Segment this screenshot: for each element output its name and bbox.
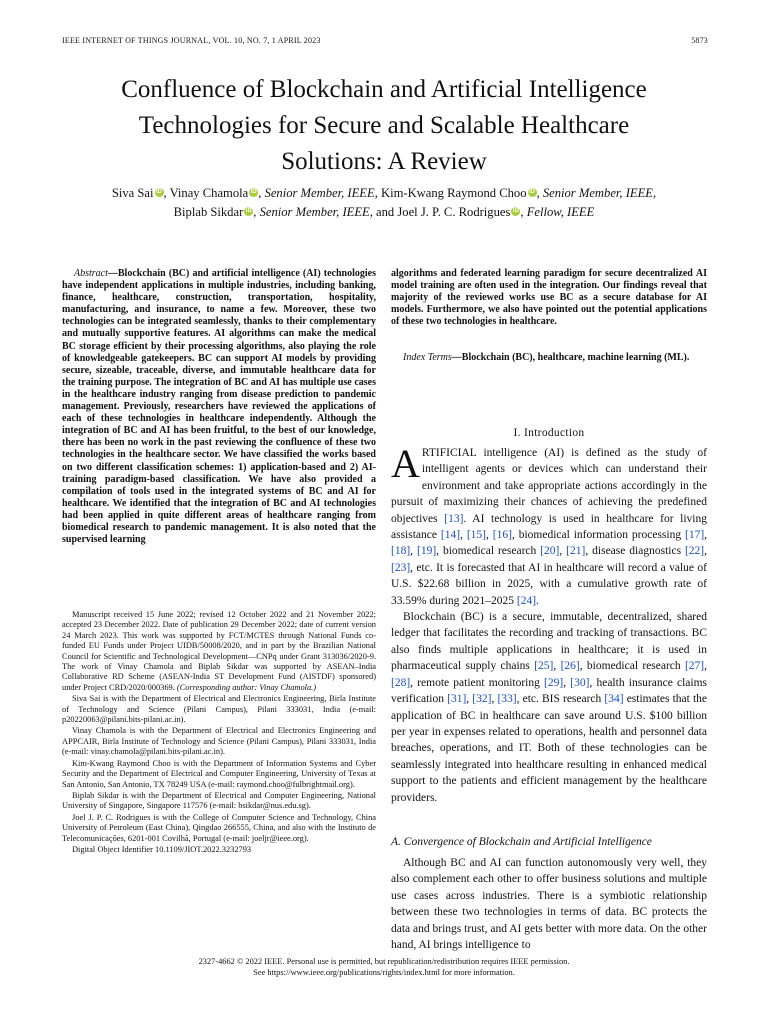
text-run: . AI technology is used in healthcare for living assistance	[391, 512, 708, 542]
citation-link[interactable]: [31]	[447, 693, 467, 706]
text-run: , health insurance claims verification	[391, 676, 707, 706]
footnotes	[62, 610, 376, 856]
page-number: 5873	[691, 36, 708, 45]
text-run: Blockchain (BC) is a secure, immutable, decentralized, shared ledger that facilitates the recording and tracking of transactions. BC also finds multiple applications in healthcare; it is used in pharmaceutical supply chains	[391, 611, 707, 673]
index-terms-text: Blockchain (BC), healthcare, machine learning (ML).	[461, 352, 690, 363]
orcid-icon[interactable]: iD	[245, 208, 252, 214]
paragraph	[391, 609, 707, 806]
text-run: ,	[491, 693, 498, 706]
footnote-affiliation: Joel J. P. C. Rodrigues is with the College of Computer Science and Technology, China University of Petroleum (East China), Qingdao 266555, China, and also with the Instituto de Telecomunicações, 6201-001 Covilhã, Portugal (e-mail: joeljr@ieee.org).	[62, 812, 376, 843]
citation-link[interactable]: [26]	[560, 660, 580, 673]
text-run: ,	[460, 529, 467, 542]
author-sikdar: Biplab Sikdar	[173, 205, 244, 219]
citation-link[interactable]: [21]	[566, 545, 586, 558]
text-run: , disease diagnostics	[585, 545, 685, 558]
text-run: .	[536, 594, 539, 607]
orcid-icon[interactable]: iD	[512, 208, 519, 214]
citation-link[interactable]: [30]	[570, 676, 590, 689]
citation-link[interactable]: [16]	[492, 529, 512, 542]
text-run: Manuscript received 15 June 2022; revised 12 October 2022 and 21 November 2022; accepted 23 December 2022. Date of publication 29 December 2022; date of current version 24 March 2023. This work was supported by FCT/MCTES through National Funds co-funded EU Funds under Project UIDB/50008/2020, and in part by the Brazilian National Council for Scientific and Technological Development—CNPq under Grant 313036/2020-9. The work of Vinay Chamola and Biplab Sikdar was supported by ASEAN–India Collaborative RD Scheme (ASEAN-India ST Development Fund (AISTDF) sponsored) under Project CRD/2020/000369.	[62, 610, 376, 692]
citation-link[interactable]: [22]	[684, 545, 705, 558]
subsection-heading: A. Convergence of Blockchain and Artificial Intelligence	[391, 836, 652, 848]
footnote-manuscript	[62, 610, 376, 693]
text-run: ,	[704, 660, 707, 673]
abstract-text-left: Blockchain (BC) and artificial intelligence (AI) technologies have independent applications in multiple industries, including banking, finance, healthcare, construction, transportation, hospitality, manufacturing, and insurance, to name a few. Moreover, these two technologies can be integrated seamlessly, thanks to their complementary and mutually supportive features. AI algorithms can make the medical BC storage efficient by their processing algorithms, also playing the role of knowledgeable gatekeepers. BC can support AI models by providing secure, sizeable, traceable, diverse, and immutable healthcare data for the training purpose. The integration of BC and AI has multiple use cases in the healthcare industry ranging from disease prediction to pandemic management. Previously, researchers have reviewed the applications of each of these technologies in healthcare independently. Although the integration of BC and AI has been fruitful, to the best of our knowledge, there has been no work in the past reviewing the confluence of these two technologies in the healthcare sector. We have classified the works based on two different classification schemes: 1) application-based and 2) AI-training paradigm-based classification. We have also provided a compilation of tools used in the integrated systems of BC and AI for healthcare. We identified that the integration of BC and AI technologies had been applied in quite different areas of healthcare ranging from biomedical research to pandemic management. It is also noted that the supervised learning	[62, 268, 376, 546]
abstract-dash: —	[107, 268, 118, 279]
abstract-continuation: algorithms and federated learning paradigm for secure decentralized AI model training are often used in the integration. Our findings reveal that majority of the reviewed works use BC as a secure database for AI models. Furthermore, we also have pointed out the potential applications of these two technologies in healthcare.	[391, 268, 707, 328]
text-run: ,	[410, 545, 417, 558]
author-role: Senior Member, IEEE	[259, 205, 370, 219]
introduction-body	[391, 441, 708, 806]
citation-link[interactable]: [25]	[534, 660, 554, 673]
author-conjunction: and	[376, 205, 395, 219]
abstract-lead: Abstract	[74, 268, 108, 279]
text-run: ,	[553, 660, 561, 673]
index-terms	[391, 352, 707, 364]
orcid-icon[interactable]: iD	[250, 189, 257, 195]
text-run: , remote patient monitoring	[410, 676, 545, 689]
abstract	[62, 268, 376, 546]
index-terms-dash: —	[451, 352, 462, 363]
footnote-affiliation: Kim-Kwang Raymond Choo is with the Department of Information Systems and Cyber Security and the Department of Electrical and Computer Engineering, University of Texas at San Antonio, San Antonio, TX 78249 USA (e-mail: raymond.choo@fulbrightmail.org).	[62, 758, 376, 789]
text-run: ,	[559, 545, 567, 558]
citation-link[interactable]: [20]	[540, 545, 560, 558]
citation-link[interactable]: [28]	[391, 676, 411, 689]
citation-link[interactable]: [13]	[444, 512, 464, 525]
text-run: RTIFICIAL intelligence (AI) is defined as the study of intelligent agents or devices which can understand their environment and take appropriate actions accordingly in the pursuit of maximizing their chances of achieving the predefined objectives	[391, 447, 707, 525]
text-run: , biomedical research	[579, 660, 685, 673]
author-sai: Siva Sai	[111, 186, 154, 200]
citation-link[interactable]: [24]	[516, 594, 537, 607]
citation-link[interactable]: [29]	[544, 676, 564, 689]
author-chamola: Vinay Chamola	[169, 186, 249, 200]
footnote-affiliation: Siva Sai is with the Department of Electrical and Electronics Engineering, Birla Institute of Technology and Science (Pilani Campus), Pilani 333031, India (e-mail: p20220063@pilani.bits-pilani.ac.in).	[62, 694, 376, 725]
text-run: ,	[563, 676, 571, 689]
drop-cap: A	[391, 441, 420, 486]
author-rodrigues: Joel J. P. C. Rodrigues	[397, 205, 511, 219]
copyright-notice	[40, 956, 728, 978]
citation-link[interactable]: [23]	[391, 561, 411, 574]
citation-link[interactable]: [27]	[684, 660, 705, 673]
citation-link[interactable]: [34]	[604, 693, 624, 706]
citation-link[interactable]: [17]	[685, 529, 705, 542]
title-line-3: Solutions: A Review	[281, 148, 487, 175]
author-list	[40, 184, 728, 222]
index-terms-lead: Index Terms	[403, 352, 452, 363]
running-head	[62, 36, 708, 45]
text-run: estimates that the application of BC in healthcare can save around U.S. $100 billion per year in expenses related to operations, health and personnel data breaches, operations, and IT. Both of these technologies can be seamlessly integrated into healthcare resulting in enhanced medical support to the patients and efficient management by the healthcare providers.	[391, 693, 707, 804]
text-run: ,	[704, 545, 708, 558]
journal-name: IEEE INTERNET OF THINGS JOURNAL, VOL. 10, NO. 7, 1 APRIL 2023	[62, 36, 321, 45]
text-run: , etc. It is forecasted that AI in healthcare will record a value of U.S. $22.68 billion in 2025, with a cumulative growth rate of 33.59% during 2021–2025	[391, 561, 707, 607]
author-line-1: Siva Sai iD , Vinay Chamola iD , Senior Member, IEEE, Kim-Kwang Raymond Choo iD , Senior Member, IEEE,	[111, 186, 657, 200]
paragraph	[391, 441, 708, 609]
text-run: , biomedical research	[436, 545, 541, 558]
footnote-affiliation: Vinay Chamola is with the Department of Electrical and Electronics Engineering and APPCAIR, Birla Institute of Technology and Science (Pilani Campus), Pilani 333031, India (e-mail: vinay.chamola@pilani.bits-pilani.ac.in).	[62, 726, 376, 757]
author-role: Senior Member, IEEE	[542, 186, 653, 200]
orcid-icon[interactable]: iD	[529, 189, 536, 195]
text-run: , etc. BIS research	[516, 693, 605, 706]
paper-title	[40, 72, 728, 180]
orcid-icon[interactable]: iD	[156, 189, 162, 195]
subsection-body: Although BC and AI can function autonomously very well, they also complement each other to offer business solutions and multiple use cases across industries. There is a symbiotic relationship between these two technologies in terms of data. BC protects the data and brings trust, and AI gets better with more data. On the other hand, AI brings intelligence to	[391, 857, 707, 952]
citation-link[interactable]: [18]	[391, 545, 411, 558]
author-line-2: Biplab Sikdar iD , Senior Member, IEEE, and Joel J. P. C. Rodrigues iD , Fellow, IEEE	[173, 205, 595, 219]
text-run: , biomedical information processing	[511, 529, 685, 542]
author-role: Fellow, IEEE	[526, 205, 595, 219]
citation-link[interactable]: [15]	[466, 529, 487, 542]
author-role: Senior Member, IEEE	[264, 186, 375, 200]
text-run: ,	[486, 529, 493, 542]
text-run: ,	[466, 693, 473, 706]
citation-link[interactable]: [32]	[472, 693, 492, 706]
section-heading-introduction: I. Introduction	[513, 427, 585, 439]
citation-link[interactable]: [19]	[416, 545, 437, 558]
title-line-2: Technologies for Secure and Scalable Healthcare	[138, 112, 630, 139]
citation-link[interactable]: [14]	[440, 529, 461, 542]
corresponding-author: (Corresponding author: Vinay Chamola.)	[176, 682, 317, 692]
copyright-line-1: 2327-4662 © 2022 IEEE. Personal use is permitted, but republication/redistribution requires IEEE permission.	[198, 957, 570, 966]
author-choo: Kim-Kwang Raymond Choo	[380, 186, 527, 200]
footnote-doi: Digital Object Identifier 10.1109/JIOT.2022.3232793	[72, 844, 252, 854]
title-line-1: Confluence of Blockchain and Artificial Intelligence	[121, 76, 647, 103]
footnote-affiliation: Biplab Sikdar is with the Department of Electrical and Computer Engineering, National University of Singapore, Singapore 117576 (e-mail: bsikdar@nus.edu.sg).	[62, 790, 376, 811]
text-run: ,	[704, 529, 708, 542]
citation-link[interactable]: [33]	[497, 693, 517, 706]
copyright-line-2: See https://www.ieee.org/publications/rights/index.html for more information.	[253, 968, 515, 977]
